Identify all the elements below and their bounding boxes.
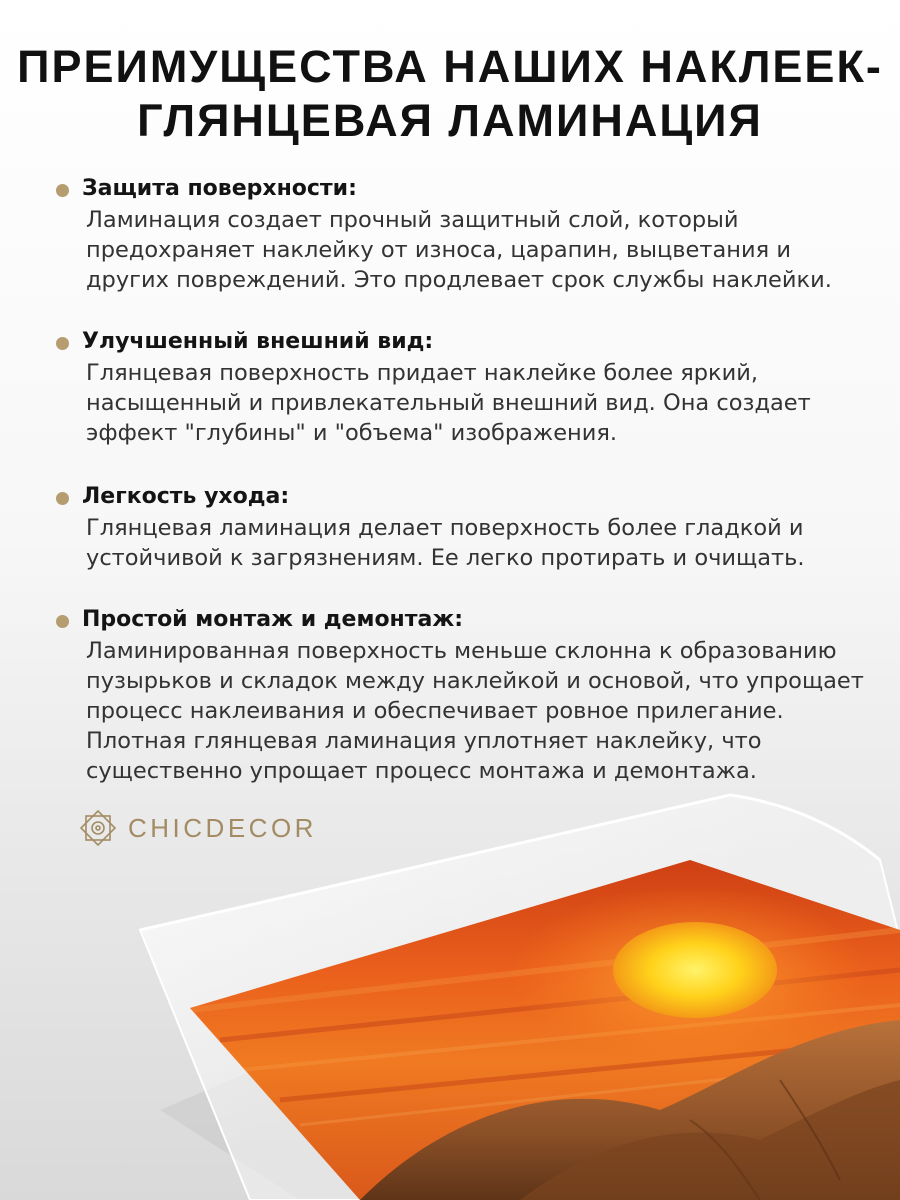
feature-heading: Улучшенный внешний вид: <box>82 329 434 354</box>
page-title-line-2: ГЛЯНЦЕВАЯ ЛАМИНАЦИЯ <box>137 95 763 146</box>
feature-item <box>56 605 886 786</box>
feature-text-line: эффект "глубины" и "объема" изображения. <box>86 420 618 446</box>
brand-logo <box>76 806 317 850</box>
feature-description <box>86 358 886 448</box>
ornament-logo-icon <box>76 806 120 850</box>
feature-description <box>86 205 886 295</box>
feature-text-line: Глянцевая ламинация делает поверхность более гладкой и <box>86 515 804 541</box>
feature-heading: Простой монтаж и демонтаж: <box>82 607 464 632</box>
page-title <box>0 40 900 148</box>
feature-item <box>56 174 886 295</box>
bullet-dot-icon <box>56 615 69 628</box>
feature-text-line: Плотная глянцевая ламинация уплотняет наклейку, что <box>86 728 762 754</box>
bullet-dot-icon <box>56 184 69 197</box>
bullet-dot-icon <box>56 337 69 350</box>
feature-item <box>56 482 886 573</box>
feature-heading: Легкость ухода: <box>82 484 290 509</box>
feature-text-line: насыщенный и привлекательный внешний вид. Она создает <box>86 390 811 416</box>
feature-text-line: предохраняет наклейку от износа, царапин, выцветания и <box>86 237 791 263</box>
feature-text-line: других повреждений. Это продлевает срок службы наклейки. <box>86 267 832 293</box>
feature-text-line: пузырьков и складок между наклейкой и основой, что упрощает <box>86 668 864 694</box>
features-list <box>56 174 886 818</box>
feature-text-line: Ламинация создает прочный защитный слой, который <box>86 207 739 233</box>
feature-text-line: Ламинированная поверхность меньше склонна к образованию <box>86 638 837 664</box>
feature-text-line: существенно упрощает процесс монтажа и демонтажа. <box>86 758 757 784</box>
feature-item <box>56 327 886 448</box>
feature-text-line: процесс наклеивания и обеспечивает ровное прилегание. <box>86 698 784 724</box>
feature-description <box>86 636 886 786</box>
bullet-dot-icon <box>56 492 69 505</box>
feature-text-line: устойчивой к загрязнениям. Ее легко протирать и очищать. <box>86 545 805 571</box>
feature-description <box>86 513 886 573</box>
page-title-line-1: ПРЕИМУЩЕСТВА НАШИХ НАКЛЕЕК- <box>17 41 883 92</box>
brand-name: CHICDECOR <box>128 812 317 843</box>
feature-text-line: Глянцевая поверхность придает наклейке более яркий, <box>86 360 759 386</box>
feature-heading: Защита поверхности: <box>82 176 357 201</box>
